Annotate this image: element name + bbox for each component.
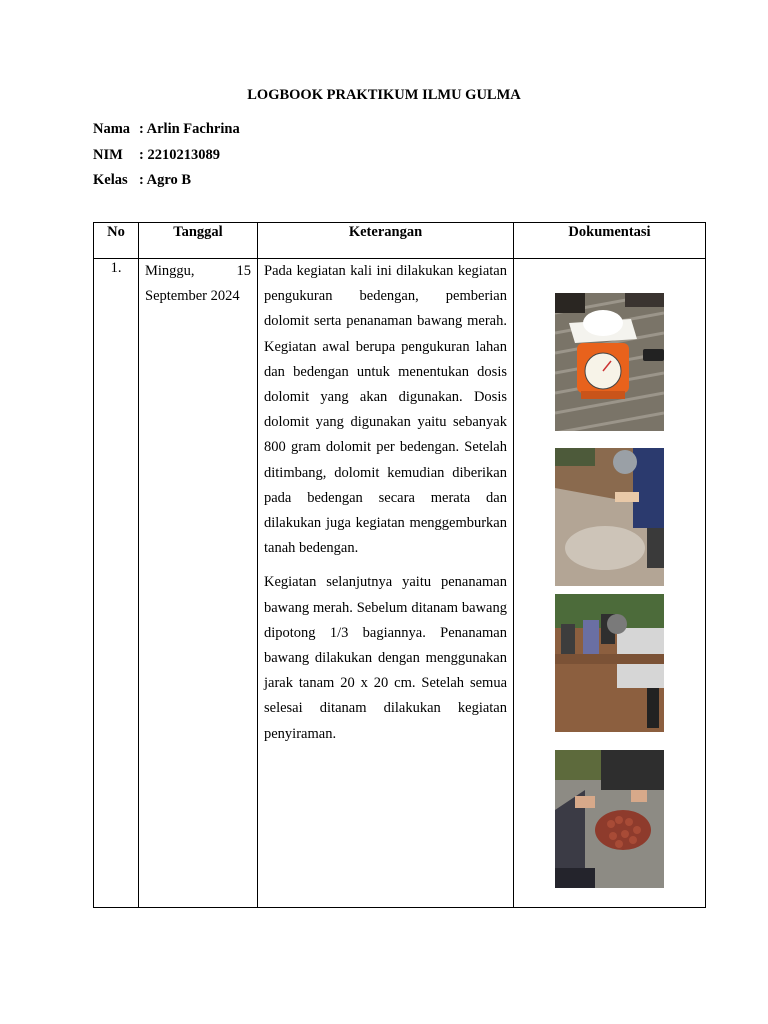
page-title: LOGBOOK PRAKTIKUM ILMU GULMA (247, 87, 521, 103)
table-row (94, 259, 706, 908)
cell-keterangan (258, 259, 514, 908)
nama-label: Nama (93, 121, 131, 137)
shallot-bulbs-photo (555, 750, 664, 888)
logbook-table (93, 222, 706, 908)
nama-value: : Arlin Fachrina (139, 121, 240, 137)
planting-shallots-photo (555, 594, 664, 732)
nim-value: : 2210213089 (139, 147, 220, 163)
spreading-dolomite-photo (555, 448, 664, 586)
header-dokumentasi: Dokumentasi (514, 223, 706, 259)
kelas-label: Kelas (93, 172, 128, 188)
header-keterangan: Keterangan (258, 223, 514, 259)
nama-line (93, 121, 240, 138)
kelas-line (93, 172, 191, 189)
keterangan-paragraph-1: Pada kegiatan kali ini dilakukan kegiatan pengukuran bedengan, pemberian dolomit serta penanaman bawang merah. Kegiatan awal berupa pengukuran lahan dan bedengan untuk menentukan dosis dolomit yang akan digunakan. Dosis dolomit yang digunakan yaitu sebanyak 800 gram dolomit per bedengan. Setelah ditimbang, dolomit kemudian diberikan pada bedengan secara merata dan dilakukan juga kegiatan menggemburkan tanah bedengan. (264, 263, 507, 557)
kelas-value: : Agro B (139, 172, 192, 188)
cell-no: 1. (94, 259, 139, 908)
nim-line (93, 147, 220, 164)
cell-tanggal: Minggu, 15 September 2024 (139, 259, 258, 908)
header-tanggal: Tanggal (139, 223, 258, 259)
keterangan-paragraph-2: Kegiatan selanjutnya yaitu penanaman bawang merah. Sebelum ditanam bawang dipotong 1/3 bagiannya. Penanaman bawang dilakukan dengan menggunakan jarak tanam 20 x 20 cm. Setelah semua selesai ditanam dilakukan kegiatan penyiraman. (264, 574, 507, 742)
table-header-row (94, 223, 706, 259)
nim-label: NIM (93, 147, 123, 163)
scale-weighing-dolomite-photo (555, 293, 664, 431)
cell-dokumentasi (514, 259, 706, 908)
header-no: No (94, 223, 139, 259)
